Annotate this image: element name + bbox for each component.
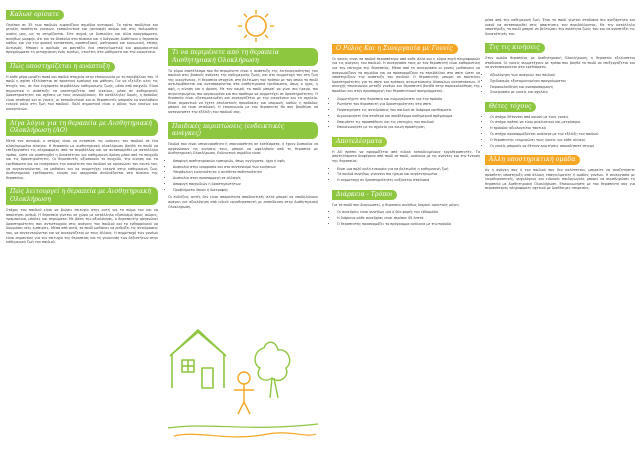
bullet-list	[332, 167, 480, 183]
bullet-list	[168, 159, 318, 193]
section-heading-cases: Παιδικές περιπτώσεις (ενδεικτικές ανάγκες)	[168, 122, 318, 140]
list-item: • Οι στόχοι προσαρμόζονται ανάλογα με την εξέλιξη του παιδιού	[490, 132, 635, 137]
stick-figure-drawing	[234, 372, 254, 414]
section-text: Οι γονείς είναι τα παιδιά περισσότερο από κάθε άλλο και η κύρια πηγή πληροφοριών για τις ανάγκες του παιδιού. Η συνεργασία τους με τον θεραπευτή είναι καθοριστική για την επιτυχία της θεραπείας. Μέσα από τη συνεργασία οι γονείς μαθαίνουν να αναγνωρίζουν τα σημάδια και να προσαρμόζουν το περιβάλλον στο σπίτι ώστε να υποστηρίζουν την ανάπτυξη του παιδιού. Ο θεραπευτής μπορεί να προτείνει δραστηριότητες για το σπίτι και τρόπους αντιμετώπισης δύσκολων καταστάσεων. Η συνεχής επικοινωνία μεταξύ γονέων και θεραπευτή βοηθά στην παρακολούθηση της προόδου και στην προσαρμογή του θεραπευτικού προγράμματος.	[332, 56, 480, 93]
section-heading-movements: Τις τις κινήσεις	[485, 43, 545, 53]
list-item: • Η διάρκεια κάθε συνεδρίας είναι περίπου 45 λεπτά	[337, 216, 480, 221]
column-4	[485, 6, 635, 194]
section-text: Η ΑΟ πρέπει να εφαρμόζεται από ειδικά εκπαιδευμένους εργοθεραπευτές. Τα αποτελέσματα διαφέρουν από παιδί σε παιδί, ανάλογα με τις ανάγκες και την ένταση της θεραπείας.	[332, 149, 480, 164]
ground-line	[168, 424, 318, 428]
list-item: • Παρακολούθηση και αναπροσαρμογή	[490, 85, 635, 90]
list-item: • Η πρόοδος αξιολογείται τακτικά	[490, 126, 635, 131]
list-item: • Τα παιδιά συνήθως γίνονται πιο ήρεμα και συγκεντρωμένα	[337, 172, 480, 177]
list-item: • Συνεργασία με γονείς και σχολείο	[490, 90, 635, 95]
section-heading-about-therapy: Λίγα λόγια για τη θεραπεία με Αισθητηριακή Ολοκλήρωση (ΑΟ)	[6, 119, 158, 137]
sun-drawing	[228, 8, 284, 44]
list-item: • Η συμμετοχή σε δραστηριότητες αυξάνεται σταδιακά	[337, 178, 480, 183]
list-item: • Οι στόχοι πρέπει να είναι ρεαλιστικοί και μετρήσιμοι	[490, 120, 635, 125]
bullet-list	[485, 115, 635, 149]
list-item: • Οι στόχοι θέτονται από κοινού με τους γονείς	[490, 115, 635, 120]
list-item: • Επαινέστε τις προσπάθειες και τις επιτυχίες του παιδιού	[337, 120, 480, 125]
bullet-list	[332, 210, 480, 226]
section-text: Το κύριο αποτέλεσμα που θα περιμένετε είναι η ανάπτυξη της λειτουργικότητας του παιδιού στις βασικές ανάγκες της καθημερινής ζωής, και στη συμμετοχή του στη ζωή της οικογένειας. Η θεραπεία στοχεύει στη βελτίωση του τρόπου με τον οποίο το παιδί αντιλαμβάνεται και ανταποκρίνεται στα αισθητηριακά ερεθίσματα, όπως ο ήχος, η αφή, η κίνηση και η όραση. Με τον καιρό, το παιδί μπορεί να γίνει πιο ήρεμο, πιο συγκεντρωμένο, πιο οργανωμένο και πιο πρόθυμο να συμμετέχει σε δραστηριότητες. Η θεραπεία είναι εξατομικευμένη και συνεργάζεται με την οικογένεια και το σχολείο. Είναι σημαντικό να έχετε ρεαλιστικές προσδοκίες και υπομονή, καθώς η πρόοδος μπορεί να είναι σταδιακή. Η επικοινωνία με τον θεραπευτή θα σας βοηθήσει να κατανοήσετε την εξέλιξη του παιδιού σας.	[168, 68, 318, 114]
list-item: • Προβλήματα ύπνου ή διατροφής	[173, 188, 318, 193]
list-item: • Δυσκολία στην προσαρμογή σε αλλαγές	[173, 176, 318, 181]
list-item: • Οι συνεδρίες είναι συνήθως μία ή δύο φορές την εβδομάδα	[337, 210, 480, 215]
tree-drawing	[255, 342, 290, 398]
list-item: • Παρατηρήστε τις αντιδράσεις του παιδιού σε διάφορα ερεθίσματα	[337, 108, 480, 113]
section-heading-goals: Θέτες τόχους	[485, 102, 536, 112]
section-heading-development: Πώς υποστηρίζεται η ανάπτυξη	[6, 62, 115, 72]
list-item: • Υπερβολική κινητικότητα ή αντίθετα παθητικότητα	[173, 170, 318, 175]
section-text: Στην ομάδα θεραπείας με Αισθητηριακή Ολοκλήρωση, η θεραπεία εξελίσσεται σταδιακά. Οι γονείς συμμετέχουν με τρόπο που βοηθά το παιδί να επεξεργάζεται και να ανταποκρίνεται στα ερεθίσματα.	[485, 56, 635, 70]
list-item: • Συμμετέχετε στη θεραπεία και ενημερώνεστε για την πρόοδο	[337, 97, 480, 102]
list-item: • Αποφυγή αισθητηριακών εμπειριών, όπως αγγίγματα, ήχοι ή υφές	[173, 159, 318, 164]
scribble-line	[174, 433, 316, 437]
bullet-list	[485, 73, 635, 95]
column-2	[168, 44, 318, 212]
list-item: • Ρωτήστε τον θεραπευτή για δραστηριότητες στο σπίτι	[337, 102, 480, 107]
list-item: • Οι γονείς μπορούν να θέτουν ερωτήσεις οποιαδήποτε στιγμή	[490, 144, 635, 149]
section-heading-parents-role: Ο Ρόλος Και η Συνεργασία με Γονείς	[332, 44, 458, 54]
section-text: Περίπου σε 35 των παιδιών εμφανίζουν σημάδια αυτισμού. Το τρίτο παιδί/ενα και μεγάλη ποσότητα γονικών, εκπαιδευτικά και (αυτισμό) ακόμα και στις πολυμαθείς ουσίες μας, ως τη στηρίζονται. Είτε συχνά, με δυσκολίες και άλλα προγράμματα, συνήθως μορφήν, ότι και τα δύσκολα στα πλαίσια και η διάγνωση διαθέτουν η θεραπεία καθώς και για την φυσική κατάσταση, αναπτυξιακή, μαθησιακή και κοινωνική, επίσης Αυτισμός. Μπορεί ο αριθμός να φαντάζει ένα επαγγελματικό και φαρμακευτικό προγράμματα τη μεταχείριση ενός ευρέως, ετικέτες στα μάθηματα και την οικογένεια.	[6, 22, 158, 55]
section-text: Για το παιδί που διαγνωστεί, η θεραπεία συνήθως διαρκεί αρκετούς μήνες.	[332, 202, 461, 207]
section-heading-how-it-works: Πώς λειτουργεί η θεραπεία με Αισθητηριακή Ολοκλήρωση	[6, 187, 158, 205]
section-heading-what-to-expect: Τι να περιμένετε από τη θεραπεία Αισθητηριακή Ολοκλήρωση	[168, 48, 318, 66]
section-text: Παιδιά που είναι υπερευαίσθητα ή υποευαίσθητα σε ερεθίσματα, ή έχουν δυσκολία να οργανώσουν τις κινήσεις τους, μπορεί να ωφεληθούν από τη θεραπεία με Αισθητηριακή Ολοκλήρωση. Ενδεικτικά σημάδια είναι:	[168, 142, 318, 156]
childrens-drawing	[168, 318, 318, 446]
list-item: • Επικοινωνήστε με το σχολείο για κοινή προσέγγιση	[337, 125, 480, 130]
section-text: Μετά τον αυτισμό, ο στόχος είναι να εντοπίσει τις ανάγκες του παιδιού σε ένα ολοκληρωμένο πλαίσιο. Η θεραπεία με αισθητηριακή ολοκλήρωση βοηθά το παιδί να επεξεργαστεί τις πληροφορίες από το περιβάλλον και να ανταποκριθεί με κατάλληλο τρόπο, ώστε να αναπτυχθεί η δυνατότητα για καθημερινή δράση μέσα από το παιχνίδι και τις δραστηριότητες. Οι θεραπευτές αξιοποιούν το παιχνίδι, την κίνηση και τα ερεθίσματα για να ενισχύσουν την ικανότητα του παιδιού να οργανώνει τον εαυτό του, να συγκεντρώνεται, να μαθαίνει και να συμμετέχει ενεργά στην καθημερινή ζωή. Αισθητηριακά ερεθίσματα, κίνηση και ισορροπία συνδυάζονται στο πλαίσιο της θεραπείας.	[6, 139, 158, 180]
section-text: μέσα από την καθημερινή ζωή. Έτσι το παιδί γίνεται σταδιακά πιο ανεξάρτητο και ικανό να ανταποκριθεί στις απαιτήσεις του περιβάλλοντος. Με την κατάλληλη υποστήριξη, το παιδί μπορεί να βελτιώσει την ποιότητα ζωής του και να αναπτύξει τις δυνατότητές του.	[485, 18, 635, 36]
list-item: • Ο θεραπευτής ενημερώνει τους γονείς για κάθε αλλαγή	[490, 138, 635, 143]
section-text: Στόχος του παιδιού είναι να βιώσει επιτυχία στην αυτή για το σώμα του και να αποκτήσει ρυθμό. Η θεραπεία γίνεται σε χώρο με κατάλληλο εξοπλισμό όπως αιώρες, τραμπολίνα, μπάλες και στρώματα. Με βάση την αξιολόγηση, ο θεραπευτής οργανώνει δραστηριότητες που αντιστοιχούν στις ανάγκες του παιδιού και το ενθαρρύνουν να δοκιμάσει νέες εμπειρίες. Μέσα από αυτό, το παιδί μαθαίνει να ρυθμίζει τις αντιδράσεις του, να συγκεντρώνεται και να συνεργάζεται με τους άλλους. Η συμμετοχή των γονέων είναι σημαντική για την επιτυχία της θεραπείας και τη γενίκευση των δεξιοτήτων στην καθημερινή ζωή του παιδιού.	[6, 208, 158, 245]
list-item: • Δημιουργήστε ένα σταθερό και προβλέψιμο καθημερινό πρόγραμμα	[337, 114, 480, 119]
house-drawing	[170, 330, 226, 388]
section-text: Η κάθε μέρα μοιάζει ποσό και παιδιά στοιχεία στην επικοινωνία με το περιβάλλον του. Η παιδί η σχέση εξελίσσεται σε πρακτική εμπλοκή και μάθηση. Για να εξελίξει ολες τις πτυχές του, σε ένα ευχάριστο περιβάλλον καθημερινής ζωής, μέσα από παιχνίδι. Είναι σημαντικό η ανάπτυξη να υποστηρίζεται από οικείους, μέσα σε καθημερινές δραστηριότητες και σχέσεις με τους συνομηλίκους. Με κατάλληλες δομές, η πρόοδος είναι σταθερή και οι γονείς, οι εκπαιδευτικοί και οι θεραπευτές μπορούν να αναλάβουν ενεργό ρόλο στη ζωή του παιδιού. Πολύ σημαντικό είναι ο ρόλος των γονέων και οικογενειών.	[6, 74, 158, 111]
list-item: • Δυσκολία στην ισορροπία και στο συντονισμό των κινήσεων	[173, 165, 318, 170]
section-text: Οι ενδείξεις αυτές δεν είναι απαραίτητα αποδεικτικές αλλά μπορεί να υποδηλώνουν ανάγκη για αξιολόγηση από ειδικό εργοθεραπευτή με εκπαίδευση στην Αισθητηριακή Ολοκλήρωση.	[168, 195, 318, 209]
list-item: • Αποφυγή παιχνιδιών ή δραστηριοτήτων	[173, 182, 318, 187]
column-3	[332, 40, 480, 229]
list-item: • Αξιολόγηση των αναγκών του παιδιού	[490, 73, 635, 78]
bullet-list	[332, 97, 480, 131]
section-text: Αν η ανάγκη σας ή του παιδιού σας δεν καλύπτεται, μπορείτε να αναζητήσετε πρόσθετη υποστήριξη από άλλους επαγγελματίες ή ομάδες γονέων. Η συνεργασία με λογοθεραπευτές, ψυχολόγους και ειδικούς παιδαγωγούς μπορεί να συμπληρώσει τη θεραπεία με Αισθητηριακή Ολοκλήρωση. Επικοινωνήστε με τον θεραπευτή σας για περισσότερες πληροφορίες σχετικά με διαθέσιμες υπηρεσίες.	[485, 167, 635, 191]
list-item: • Ο θεραπευτής προσαρμόζει το πρόγραμμα ανάλογα με την πρόοδο	[337, 222, 480, 227]
list-item: • Σχεδιασμός εξατομικευμένου προγράμματος	[490, 79, 635, 84]
section-heading-welcome: Καλωσ ορίσατε	[6, 10, 64, 20]
section-heading-support-group: Άλλη υποστηρικτική ομάδα	[485, 155, 580, 165]
column-1	[6, 6, 158, 248]
section-heading-duration: Διάρκεια - Τρόποι	[332, 190, 397, 200]
section-heading-results: Αποτελέσματα	[332, 137, 387, 147]
list-item: • Είναι μια πολύ καλή ευκαιρία για να βελτιωθεί η καθημερινή ζωή	[337, 167, 480, 172]
